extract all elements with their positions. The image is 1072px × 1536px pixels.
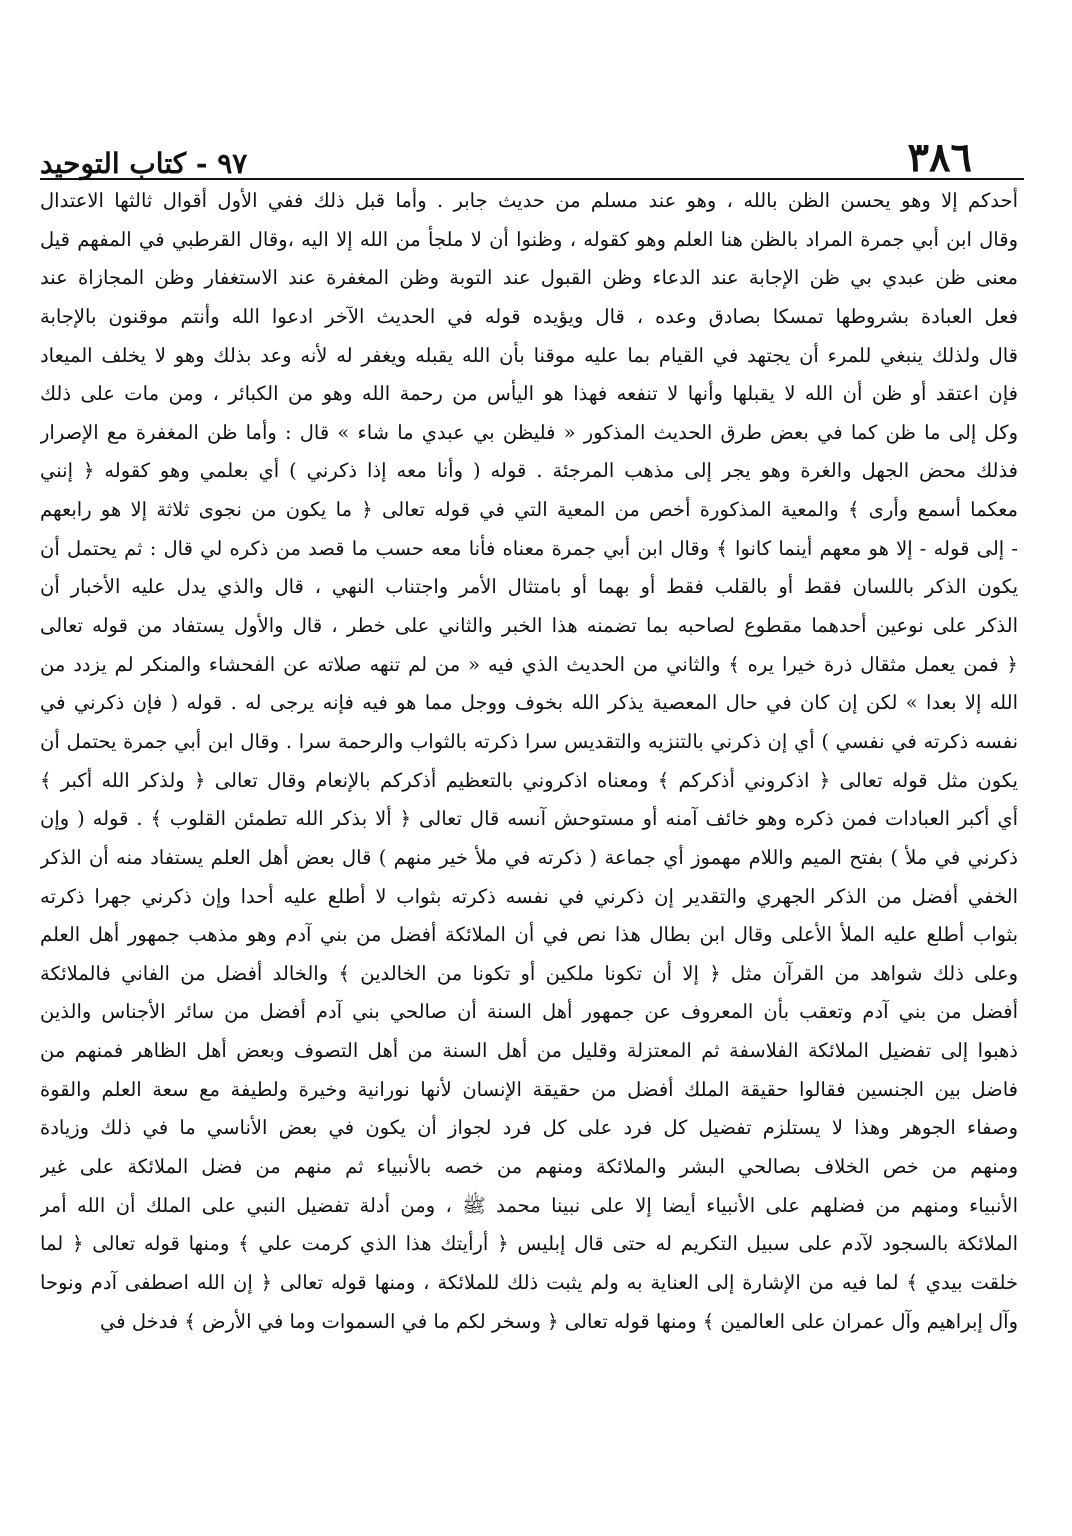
- text-line: الذكر على نوعين أحدهما مقطوع لصاحبه بما تضمنه هذا الخبر والثاني على خطر ، قال والأول يستفاد من قوله تعالى: [40, 614, 1018, 638]
- text-line: الخفي أفضل من الذكر الجهري والتقدير إن ذكرني في نفسه ذكرته بثواب لا أطلع عليه أحدا وإن ذكرني جهرا ذكرته: [40, 884, 1018, 908]
- header-rule: [40, 178, 1024, 180]
- text-line: خلقت بيدي ﴾ لما فيه من الإشارة إلى العناية به ولم يثبت ذلك للملائكة ، ومنها قوله تعالى ﴿ إن الله اصطفى آدم ونوحا: [40, 1270, 1018, 1294]
- text-line: قال ولذلك ينبغي للمرء أن يجتهد في القيام بما عليه موقنا بأن الله يقبله ويغفر له لأنه وعد بذلك وهو لا يخلف الميعاد: [40, 343, 1018, 367]
- text-line: وآل إبراهيم وآل عمران على العالمين ﴾ ومنها قوله تعالى ﴿ وسخر لكم ما في السموات وما في الأرض ﴾ فدخل في: [100, 1309, 1018, 1333]
- text-line: الأنبياء ومنهم من فضلهم على الأنبياء أيضا إلا على نبينا محمد ﷺ ، ومن أدلة تفضيل النبي على الملك أن الله أمر: [40, 1193, 1018, 1217]
- page-header: [40, 118, 1012, 181]
- text-line: معكما أسمع وأرى ﴾ والمعية المذكورة أخص من المعية التي في قوله تعالى ﴿ ما يكون من نجوى ثلاثة إلا هو رابعهم: [40, 498, 1018, 522]
- text-line: ﴿ فمن يعمل مثقال ذرة خيرا يره ﴾ والثاني من الحديث الذي فيه « من لم تنهه صلاته عن الفحشاء والمنكر لم يزدد من: [40, 652, 1018, 676]
- text-line: فاضل بين الجنسين فقالوا حقيقة الملك أفضل من حقيقة الإنسان لأنها نورانية وخيرة ولطيفة مع سعة العلم والقوة: [40, 1077, 1018, 1101]
- text-line: الملائكة بالسجود لآدم على سبيل التكريم له حتى قال إبليس ﴿ أرأيتك هذا الذي كرمت علي ﴾ ومنها قوله تعالى ﴿ لما: [40, 1232, 1018, 1256]
- text-line: - إلى قوله - إلا هو معهم أينما كانوا ﴾ وقال ابن أبي جمرة معناه فأنا معه حسب ما قصد من ذكره لي قال : ثم يحتمل أن: [40, 536, 1018, 560]
- page-number: ٣٨٦: [907, 134, 972, 181]
- text-line: فإن اعتقد أو ظن أن الله لا يقبلها وأنها لا تنفعه فهذا هو اليأس من رحمة الله وهو من الكبائر ، ومن مات على ذلك: [40, 382, 1018, 406]
- text-line: فعل العبادة بشروطها تمسكا بصادق وعده ، قال ويؤيده قوله في الحديث الآخر ادعوا الله وأنتم موقنون بالإجابة: [40, 304, 1018, 328]
- text-line: أي أكبر العبادات فمن ذكره وهو خائف آمنه أو مستوحش آنسه قال تعالى ﴿ ألا بذكر الله تطمئن القلوب ﴾ . قوله ( وإن: [40, 807, 1018, 831]
- text-line: بثواب أطلع عليه الملأ الأعلى وقال ابن بطال هذا نص في أن الملائكة أفضل من بني آدم وهو مذهب جمهور أهل العلم: [40, 923, 1018, 947]
- text-line: ومنهم من خص الخلاف بصالحي البشر والملائكة ومنهم من خصه بالأنبياء ثم منهم من فضل الملائكة على غير: [40, 1155, 1018, 1179]
- text-line: معنى ظن عبدي بي ظن الإجابة عند الدعاء وظن القبول عند التوبة وظن المغفرة عند الاستغفار وظن المجازاة عند: [40, 266, 1018, 290]
- text-line: أفضل من بني آدم وتعقب بأن المعروف عن جمهور أهل السنة أن صالحي بني آدم أفضل من سائر الأجناس والذين: [40, 1000, 1018, 1024]
- text-line: وقال ابن أبي جمرة المراد بالظن هنا العلم وهو كقوله ، وظنوا أن لا ملجأ من الله إلا اليه ،وقال القرطبي في المفهم قيل: [40, 227, 1018, 251]
- text-line: أحدكم إلا وهو يحسن الظن بالله ، وهو عند مسلم من حديث جابر . وأما قبل ذلك ففي الأول أقوال ثالثها الاعتدال: [40, 189, 1018, 212]
- text-line: نفسه ذكرته في نفسي ) أي إن ذكرني بالتنزيه والتقديس سرا ذكرته بالثواب والرحمة سرا . وقال ابن أبي جمرة يحتمل أن: [40, 729, 1018, 753]
- running-title: ٩٧ - كتاب التوحيد: [40, 147, 248, 180]
- body-text: [40, 182, 1018, 1341]
- text-line: الله إلا بعدا » لكن إن كان في حال المعصية يذكر الله بخوف ووجل مما هو فيه فإنه يرجى له . قوله ( فإن ذكرني في: [40, 691, 1018, 715]
- text-line: ذهبوا إلى تفضيل الملائكة الفلاسفة ثم المعتزلة وقليل من أهل السنة من أهل التصوف وبعض أهل الظاهر فمنهم من: [40, 1039, 1018, 1063]
- text-line: يكون الذكر باللسان فقط أو بالقلب فقط أو بهما أو بامتثال الأمر واجتناب النهي ، قال والذي يدل عليه الأخبار أن: [40, 575, 1018, 599]
- text-line: وكل إلى ما ظن كما في بعض طرق الحديث المذكور « فليظن بي عبدي ما شاء » قال : وأما ظن المغفرة مع الإصرار: [40, 420, 1018, 444]
- text-line: فذلك محض الجهل والغرة وهو يجر إلى مذهب المرجئة . قوله ( وأنا معه إذا ذكرني ) أي بعلمي وهو كقوله ﴿ إنني: [40, 459, 1018, 483]
- text-line: يكون مثل قوله تعالى ﴿ اذكروني أذكركم ﴾ ومعناه اذكروني بالتعظيم أذكركم بالإنعام وقال تعالى ﴿ ولذكر الله أكبر ﴾: [40, 768, 1018, 792]
- text-line: ذكرني في ملأ ) بفتح الميم واللام مهموز أي جماعة ( ذكرته في ملأ خير منهم ) قال بعض أهل العلم يستفاد منه أن الذكر: [40, 845, 1018, 869]
- text-line: وعلى ذلك شواهد من القرآن مثل ﴿ إلا أن تكونا ملكين أو تكونا من الخالدين ﴾ والخالد أفضل من الفاني فالملائكة: [40, 961, 1018, 985]
- text-line: وصفاء الجوهر وهذا لا يستلزم تفضيل كل فرد على كل فرد لجواز أن يكون في بعض الأناسي ما في ذلك وزيادة: [40, 1116, 1018, 1140]
